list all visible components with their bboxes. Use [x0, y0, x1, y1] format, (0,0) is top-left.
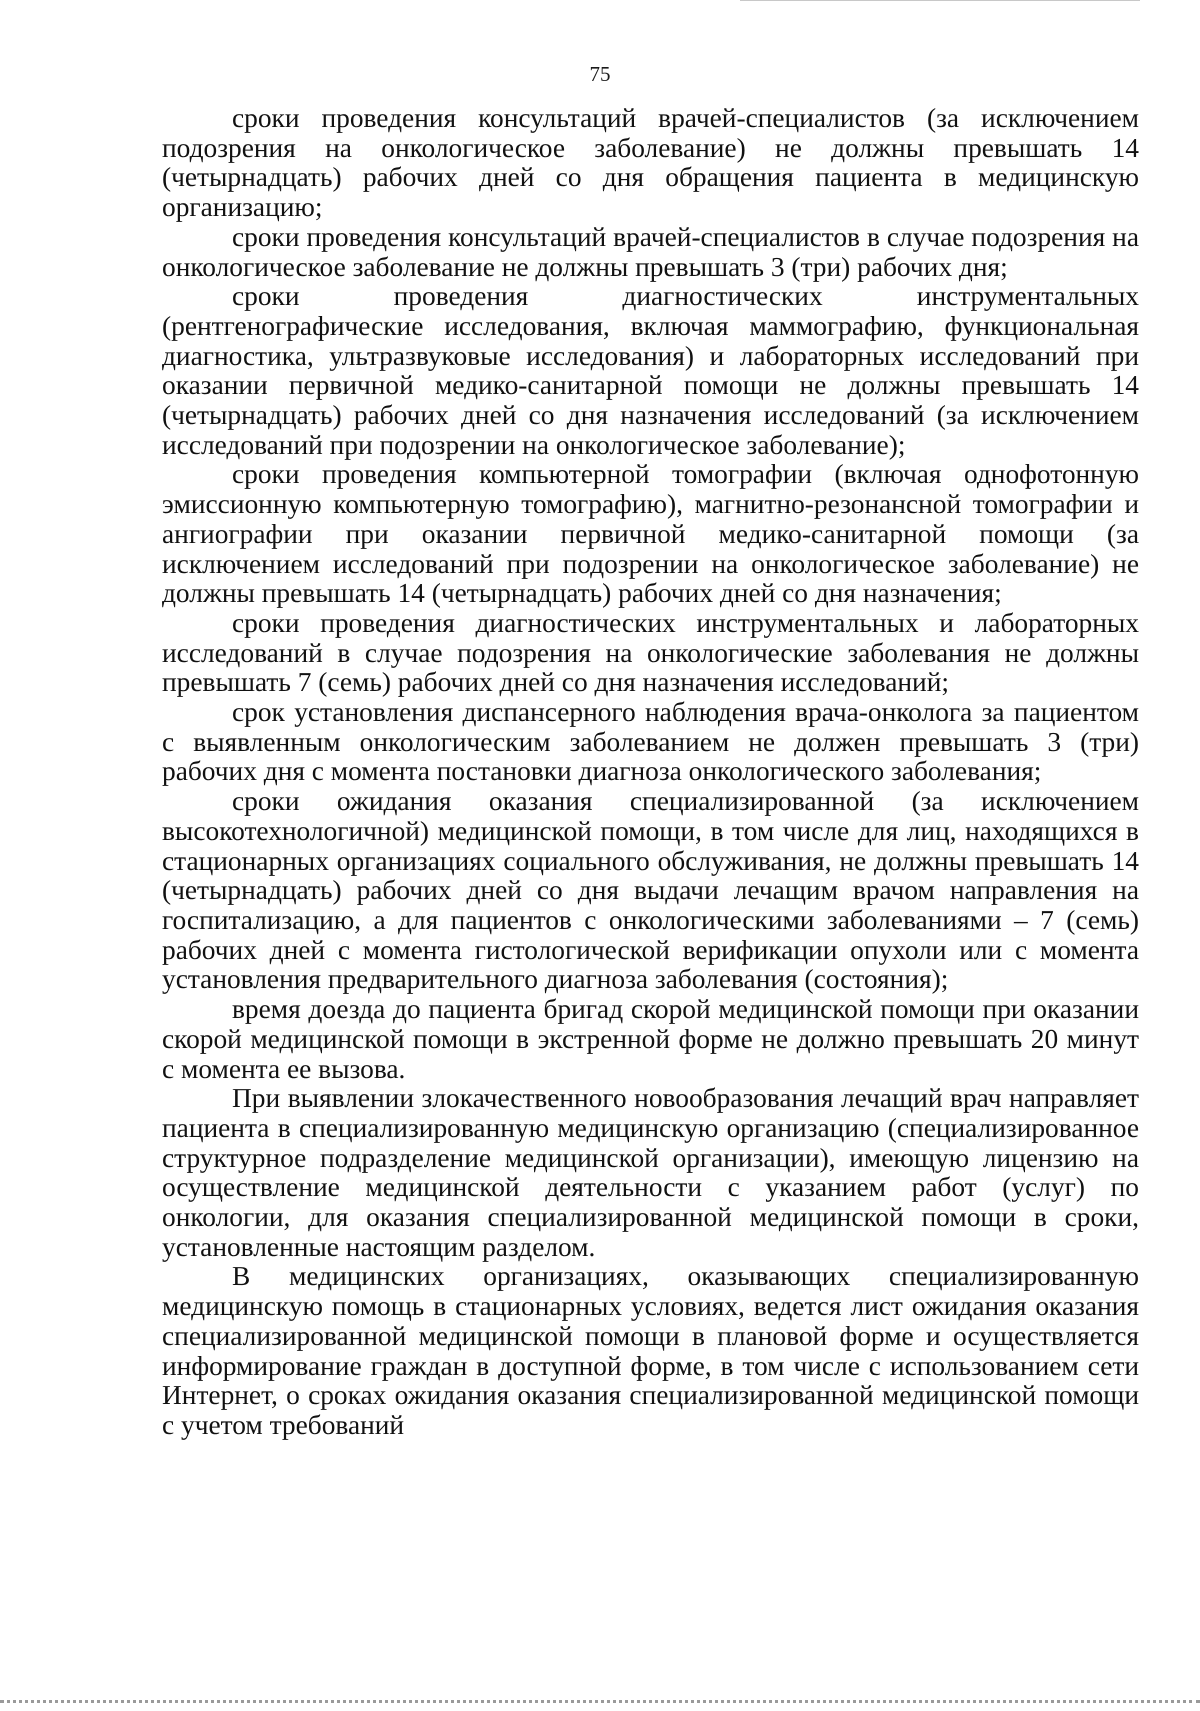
document-body: [162, 104, 1139, 1441]
paragraph-consultation-oncology-terms: сроки проведения консультаций врачей-специалистов в случае подозрения на онкологическое заболевание не должны превышать 3 (три) рабочих дня;: [162, 221, 1139, 282]
page-number: 75: [589, 62, 611, 86]
scan-top-edge: [740, 0, 1140, 1]
paragraph-waiting-list: В медицинских организациях, оказывающих специализированную медицинскую помощь в стационарных условиях, ведется лист ожидания оказания специализированной медицинской помощи в плановой форме и осуществляется информирование граждан в доступной форме, в том числе с использованием сети Интернет, о сроках ожидания оказания специализированной медицинской помощи с учетом требований: [162, 1261, 1139, 1440]
paragraph-specialized-care-waiting: сроки ожидания оказания специализированной (за исключением высокотехнологичной) медицинской помощи, в том числе для лиц, находящихся в стационарных организациях социального обслуживания, не должны превышать 14 (четырнадцать) рабочих дней со дня выдачи лечащим врачом направления на госпитализацию, а для пациентов с онкологическими заболеваниями – 7 (семь) рабочих дней с момента гистологической верификации опухоли или с момента установления предварительного диагноза заболевания (состояния);: [162, 786, 1139, 995]
paragraph-dispensary-observation-term: срок установления диспансерного наблюдения врача-онколога за пациентом с выявленным онкологическим заболеванием не должен превышать 3 (три) рабочих дня с момента постановки диагноза онкологического заболевания;: [162, 697, 1139, 787]
scan-bottom-edge: [0, 1700, 1200, 1703]
paragraph-consultation-terms: сроки проведения консультаций врачей-специалистов (за исключением подозрения на онкологическое заболевание) не должны превышать 14 (четырнадцать) рабочих дней со дня обращения пациента в медицинскую организацию;: [162, 103, 1139, 223]
paragraph-ambulance-arrival-time: время доезда до пациента бригад скорой медицинской помощи при оказании скорой медицинской помощи в экстренной форме не должно превышать 20 минут с момента ее вызова.: [162, 994, 1139, 1084]
paragraph-oncology-diagnostic-terms: сроки проведения диагностических инструментальных и лабораторных исследований в случае подозрения на онкологические заболевания не должны превышать 7 (семь) рабочих дней со дня назначения исследований;: [162, 607, 1139, 698]
paragraph-diagnostic-terms: сроки проведения диагностических инструментальных (рентгенографические исследования, включая маммографию, функциональная диагностика, ультразвуковые исследования) и лабораторных исследований при оказании первичной медико-санитарной помощи не должны превышать 14 (четырнадцать) рабочих дней со дня назначения исследований (за исключением исследований при подозрении на онкологическое заболевание);: [162, 281, 1139, 460]
paragraph-tomography-terms: сроки проведения компьютерной томографии (включая однофотонную эмиссионную компьютерную томографию), магнитно-резонансной томографии и ангиографии при оказании первичной медико-санитарной помощи (за исключением исследований при подозрении на онкологическое заболевание) не должны превышать 14 (четырнадцать) рабочих дней со дня назначения;: [162, 459, 1139, 609]
paragraph-malignancy-referral: При выявлении злокачественного новообразования лечащий врач направляет пациента в специализированную медицинскую организацию (специализированное структурное подразделение медицинской организации), имеющую лицензию на осуществление медицинской деятельности с указанием работ (услуг) по онкологии, для оказания специализированной медицинской помощи в сроки, установленные настоящим разделом.: [162, 1083, 1139, 1262]
